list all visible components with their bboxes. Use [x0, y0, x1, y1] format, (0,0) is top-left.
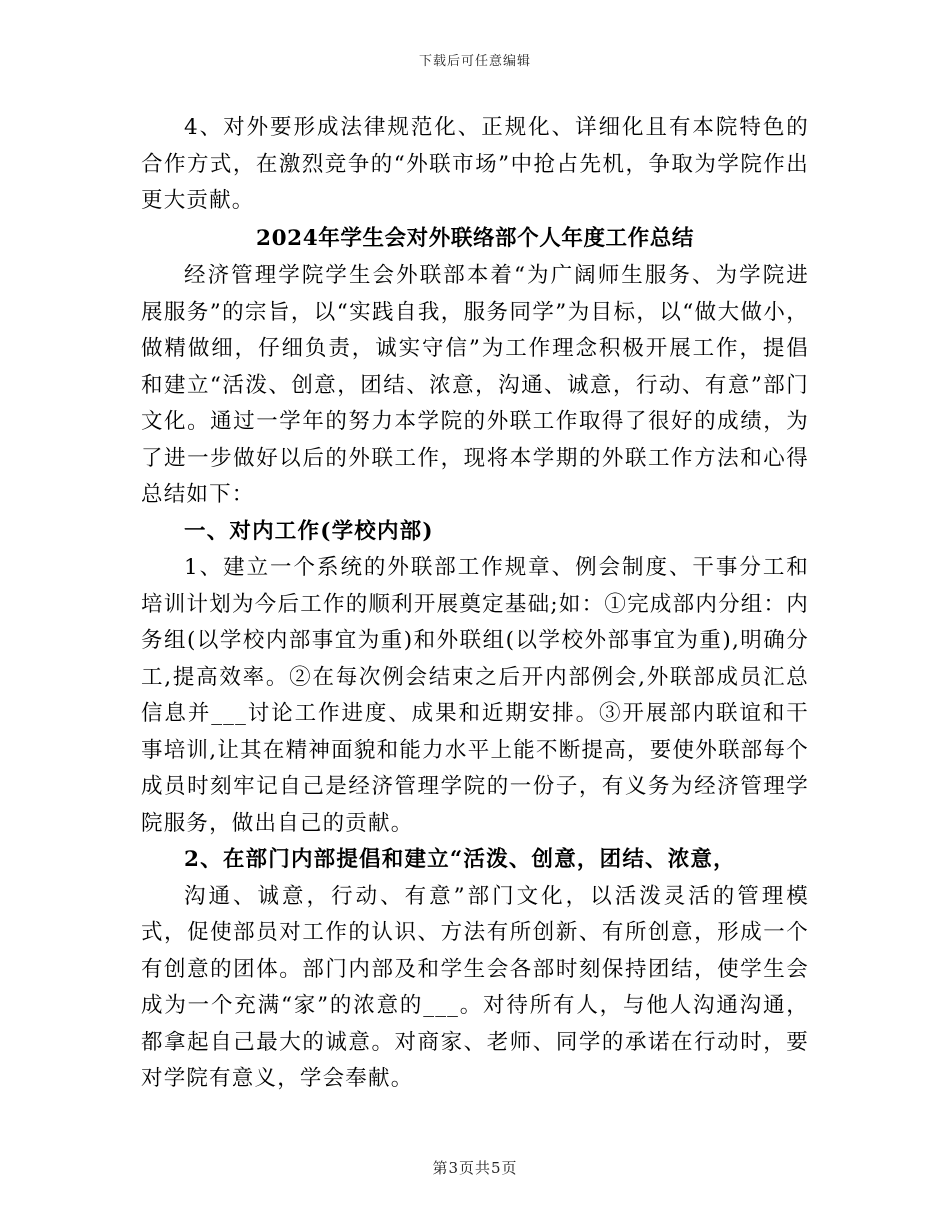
section-2-heading: 2、在部门内部提倡和建立“活泼、创意，团结、浓意，	[184, 847, 736, 872]
document-title: 2024年学生会对外联络部个人年度工作总结	[256, 225, 694, 251]
paragraph-intro: 4、对外要形成法律规范化、正规化、详细化且有本院特色的合作方式，在激烈竞争的“外联市场”中抢占先机，争取为学院作出更大贡献。	[141, 115, 809, 213]
section-1-heading: 一、对内工作(学校内部)	[184, 518, 434, 544]
paragraph-summary: 经济管理学院学生会外联部本着“为广阔师生服务、为学院进展服务”的宗旨，以“实践自我，服务同学”为目标，以“做大做小，做精做细，仔细负责，诚实守信”为工作理念积极开展工作，提倡和建立“活泼、创意，团结、浓意，沟通、诚意，行动、有意”部门文化。通过一学年的努力本学院的外联工作取得了很好的成绩，为了进一步做好以后的外联工作，现将本学期的外联工作方法和心得总结如下：	[141, 263, 809, 507]
page-header-note: 下载后可任意编辑	[418, 54, 531, 69]
document-body	[141, 110, 809, 1098]
page-number: 第3页共5页	[432, 1159, 518, 1177]
paragraph-section-2: 沟通、诚意，行动、有意”部门文化，以活泼灵活的管理模式，促使部员对工作的认识、方法有所创新、有所创意，形成一个有创意的团体。部门内部及和学生会各部时刻保持团结，使学生会成为一个充满“家”的浓意的___。对待所有人，与他人沟通沟通，都拿起自己最大的诚意。对商家、老师、同学的承诺在行动时，要对学院有意义，学会奉献。	[141, 883, 809, 1091]
paragraph-section-1-item-1: 1、建立一个系统的外联部工作规章、例会制度、干事分工和培训计划为今后工作的顺利开展奠定基础;如：①完成部内分组：内务组(以学校内部事宜为重)和外联组(以学校外部事宜为重),明确分工,提高效率。②在每次例会结束之后开内部例会,外联部成员汇总信息并___讨论工作进度、成果和近期安排。③开展部内联谊和干事培训,让其在精神面貌和能力水平上能不断提高，要使外联部每个成员时刻牢记自己是经济管理学院的一份子，有义务为经济管理学院服务，做出自己的贡献。	[141, 555, 809, 836]
